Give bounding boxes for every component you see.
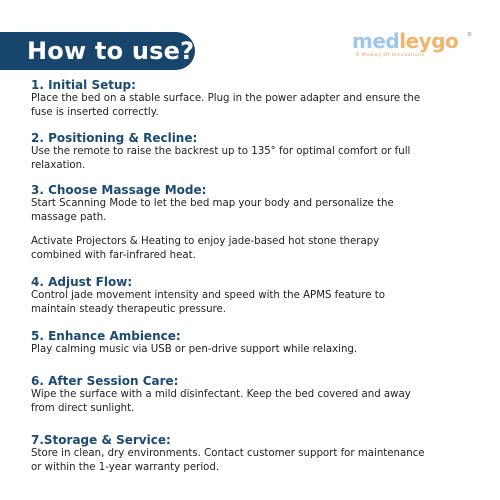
step-choose-massage-mode xyxy=(31,183,431,263)
step-heading: 6. After Session Care: xyxy=(31,374,179,388)
page-title-banner xyxy=(0,32,195,70)
brand-logo xyxy=(352,30,472,66)
step-initial-setup xyxy=(31,78,431,120)
step-storage-service xyxy=(31,433,431,475)
step-body: Place the bed on a stable surface. Plug in the power adapter and ensure the fuse is inserted correctly. xyxy=(31,93,421,118)
step-heading: 1. Initial Setup: xyxy=(31,78,136,92)
step-positioning-recline xyxy=(31,131,431,173)
step-body: Play calming music via USB or pen-drive support while relaxing. xyxy=(31,344,358,355)
registered-mark: ® xyxy=(467,32,472,38)
step-heading: 7.Storage & Service: xyxy=(31,433,171,447)
step-extra-body: Activate Projectors & Heating to enjoy jade-based hot stone therapy combined with far-infrared heat. xyxy=(31,236,380,261)
logo-wordmark: medleygo xyxy=(352,29,459,53)
step-enhance-ambience xyxy=(31,329,431,357)
logo-tagline: A Medley Of Innovations xyxy=(356,53,425,58)
step-adjust-flow xyxy=(31,275,431,317)
step-body: Store in clean, dry environments. Contact customer support for maintenance or within the 1-year warranty period. xyxy=(31,448,425,473)
step-heading: 2. Positioning & Recline: xyxy=(31,131,198,145)
step-body: Control jade movement intensity and speed with the APMS feature to maintain steady therapeutic pressure. xyxy=(31,290,385,315)
page-title: How to use? xyxy=(27,37,195,65)
step-body: Wipe the surface with a mild disinfectant. Keep the bed covered and away from direct sunlight. xyxy=(31,389,411,414)
step-heading: 5. Enhance Ambience: xyxy=(31,329,181,343)
step-heading: 4. Adjust Flow: xyxy=(31,275,133,289)
step-body: Use the remote to raise the backrest up to 135° for optimal comfort or full relaxation. xyxy=(31,146,411,171)
step-after-session-care xyxy=(31,374,431,416)
step-heading: 3. Choose Massage Mode: xyxy=(31,183,207,197)
step-body: Start Scanning Mode to let the bed map your body and personalize the massage path. xyxy=(31,198,394,223)
